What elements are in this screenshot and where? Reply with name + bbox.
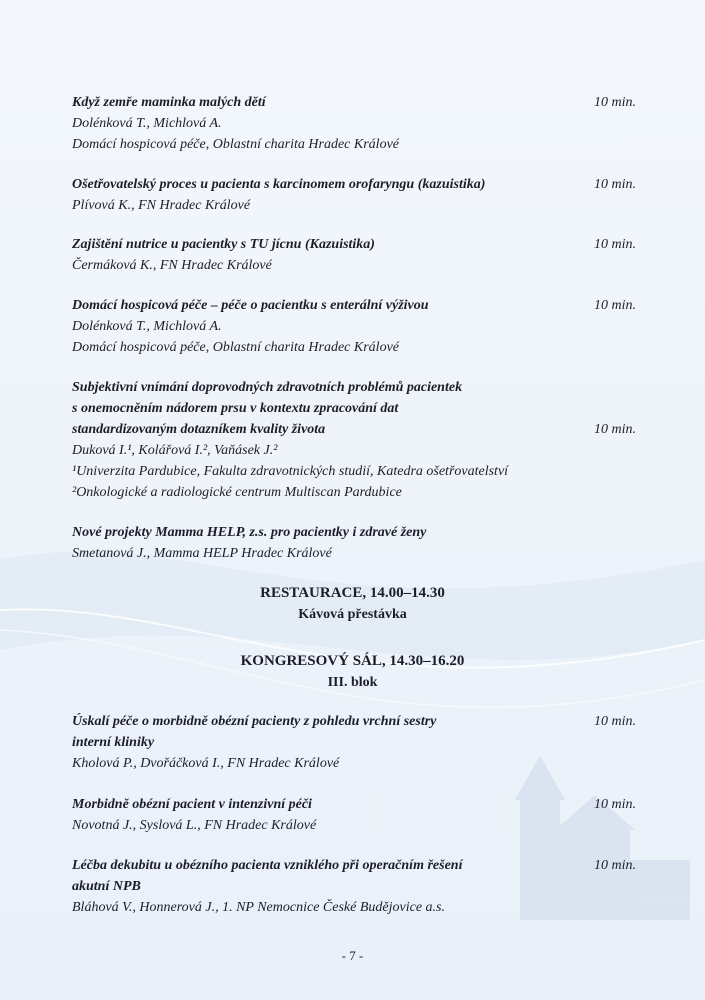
entry-title-line: Léčba dekubitu u obézního pacienta vzniklého při operačním řešení xyxy=(72,858,463,873)
entry-authors: Smetanová J., Mamma HELP Hradec Králové xyxy=(72,546,332,561)
program-entry xyxy=(72,522,636,564)
program-entry xyxy=(72,711,636,774)
entry-title-line: akutní NPB xyxy=(72,879,141,894)
entry-duration: 10 min. xyxy=(594,422,636,437)
entry-affiliation: ²Onkologické a radiologické centrum Multiscan Pardubice xyxy=(72,485,402,500)
program-entry xyxy=(72,855,636,918)
section-subheading: Kávová přestávka xyxy=(298,607,407,622)
page-number: - 7 - xyxy=(341,948,364,963)
entry-duration: 10 min. xyxy=(594,858,636,873)
section-heading: RESTAURACE, 14.00–14.30 xyxy=(260,585,445,601)
break-section xyxy=(0,583,705,625)
entry-title-line: standardizovaným dotazníkem kvality života xyxy=(72,422,326,437)
program-entry xyxy=(72,234,636,276)
entry-title-line: Úskalí péče o morbidně obézní pacienty z pohledu vrchní sestry xyxy=(72,714,437,729)
entry-title: Morbidně obézní pacient v intenzivní péči xyxy=(72,797,312,812)
program-entry xyxy=(72,377,636,503)
entry-authors: Duková I.¹, Kolářová I.², Vaňásek J.² xyxy=(72,443,278,458)
entry-title: Nové projekty Mamma HELP, z.s. pro pacientky i zdravé ženy xyxy=(72,525,427,540)
entry-authors: Dolénková T., Michlová A. xyxy=(72,116,222,131)
entry-duration: 10 min. xyxy=(594,298,636,313)
entry-affiliation: Domácí hospicová péče, Oblastní charita Hradec Králové xyxy=(72,340,399,355)
entry-authors: Čermáková K., FN Hradec Králové xyxy=(72,258,272,273)
entry-authors: Plívová K., FN Hradec Králové xyxy=(72,198,251,213)
entry-authors: Novotná J., Syslová L., FN Hradec Králové xyxy=(72,818,317,833)
entry-authors: Kholová P., Dvořáčková I., FN Hradec Králové xyxy=(72,756,340,771)
entry-duration: 10 min. xyxy=(594,177,636,192)
entry-title-line: s onemocněním nádorem prsu v kontextu zpracování dat xyxy=(72,401,399,416)
program-entry xyxy=(72,295,636,358)
entry-affiliation: Domácí hospicová péče, Oblastní charita Hradec Králové xyxy=(72,137,399,152)
entry-duration: 10 min. xyxy=(594,237,636,252)
program-entry xyxy=(72,92,636,155)
entry-title-line: Subjektivní vnímání doprovodných zdravotních problémů pacientek xyxy=(72,380,463,395)
entry-title-line: interní kliniky xyxy=(72,735,155,750)
entry-authors: Dolénková T., Michlová A. xyxy=(72,319,222,334)
section-heading: KONGRESOVÝ SÁL, 14.30–16.20 xyxy=(240,653,465,669)
program-entry xyxy=(72,174,636,216)
block-section xyxy=(0,651,705,693)
entry-title: Ošetřovatelský proces u pacienta s karcinomem orofaryngu (kazuistika) xyxy=(72,177,486,192)
program-entry xyxy=(72,794,636,836)
entry-title: Zajištění nutrice u pacientky s TU jícnu (Kazuistika) xyxy=(72,237,375,252)
entry-duration: 10 min. xyxy=(594,95,636,110)
entry-duration: 10 min. xyxy=(594,714,636,729)
entry-affiliation: ¹Univerzita Pardubice, Fakulta zdravotnických studií, Katedra ošetřovatelství xyxy=(72,464,509,479)
entry-duration: 10 min. xyxy=(594,797,636,812)
entry-title: Když zemře maminka malých dětí xyxy=(72,95,266,110)
entry-title: Domácí hospicová péče – péče o pacientku s enterální výživou xyxy=(72,298,429,313)
section-subheading: III. blok xyxy=(327,675,378,690)
entry-authors: Bláhová V., Honnerová J., 1. NP Nemocnice České Budějovice a.s. xyxy=(72,900,445,915)
